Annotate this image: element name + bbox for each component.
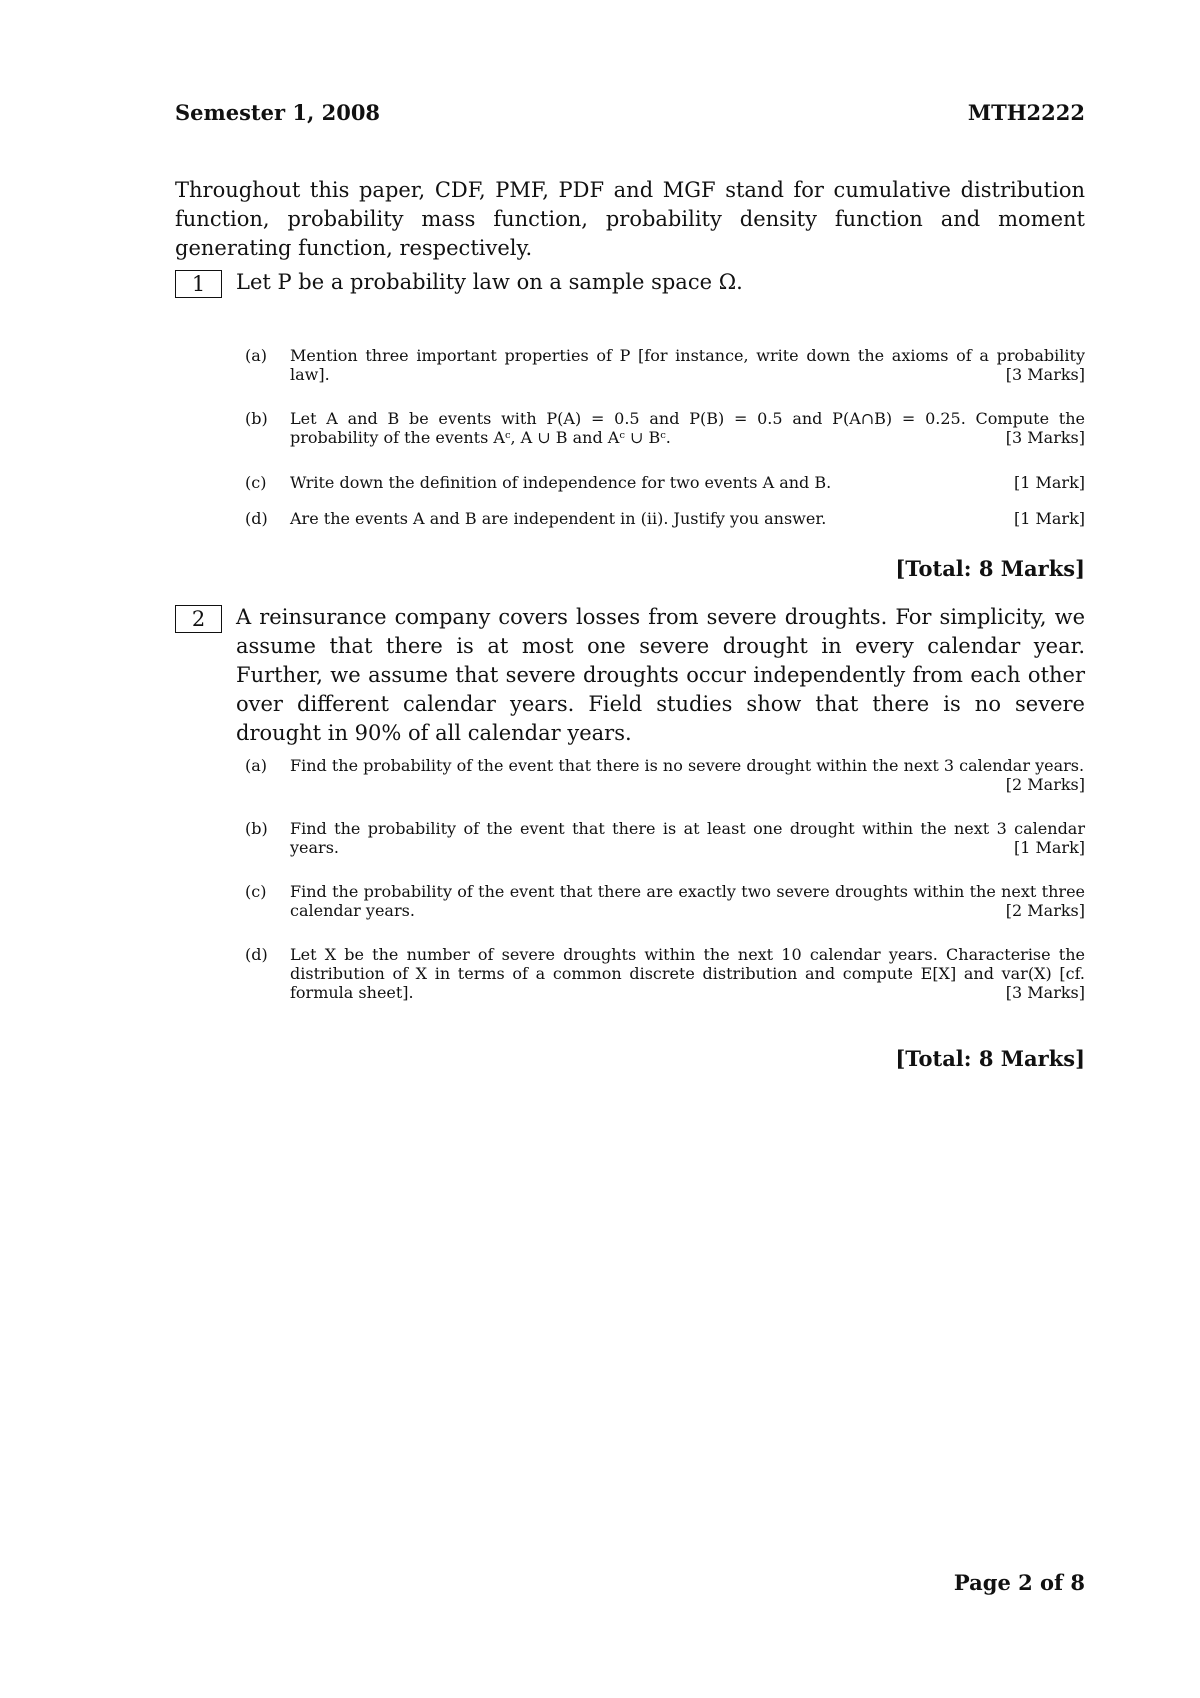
- question-1-total: [Total: 8 Marks]: [895, 556, 1085, 581]
- part-label: (b): [245, 819, 268, 838]
- exam-page: [175, 0, 1085, 1698]
- part-marks: [1 Mark]: [1013, 473, 1085, 492]
- part-label: (c): [245, 473, 267, 492]
- part-label: (a): [245, 756, 268, 775]
- question-1: [175, 268, 1085, 297]
- question-2-total: [Total: 8 Marks]: [895, 1046, 1085, 1071]
- page-header: [175, 100, 1085, 130]
- part-text: Find the probability of the event that there is at least one drought within the next 3 calendar years.: [290, 819, 1085, 857]
- question-part: [245, 882, 1085, 920]
- question-part: [245, 509, 1085, 528]
- part-marks: [1 Mark]: [1013, 838, 1085, 857]
- question-part: [245, 945, 1085, 1002]
- part-text: Let X be the number of severe droughts within the next 10 calendar years. Characterise the distribution of X in terms of a common discrete distribution and compute E[X] and var(X) [cf. formula sheet].: [290, 945, 1085, 1002]
- part-text: Write down the definition of independence for two events A and B.: [290, 473, 832, 492]
- part-label: (d): [245, 509, 268, 528]
- part-marks: [2 Marks]: [1005, 901, 1085, 920]
- course-code: MTH2222: [967, 100, 1085, 125]
- part-text: Are the events A and B are independent in (ii). Justify you answer.: [290, 509, 827, 528]
- part-text: Find the probability of the event that there are exactly two severe droughts within the next three calendar years.: [290, 882, 1085, 920]
- question-2: [175, 603, 1085, 748]
- part-marks: [3 Marks]: [1005, 365, 1085, 384]
- part-label: (d): [245, 945, 268, 964]
- question-number-box: 1: [175, 270, 222, 298]
- semester-label: Semester 1, 2008: [175, 100, 381, 125]
- part-marks: [2 Marks]: [1005, 775, 1085, 794]
- question-part: [245, 819, 1085, 857]
- question-part: [245, 346, 1085, 384]
- question-stem: Let P be a probability law on a sample space Ω.: [236, 270, 743, 294]
- part-text: Mention three important properties of P [for instance, write down the axioms of a probability law].: [290, 346, 1085, 384]
- question-stem: A reinsurance company covers losses from severe droughts. For simplicity, we assume that there is at most one severe drought in every calendar year. Further, we assume that severe droughts occur independently from each other over different calendar years. Field studies show that there is no severe drought in 90% of all calendar years.: [236, 605, 1085, 745]
- part-label: (b): [245, 409, 268, 428]
- part-marks: [3 Marks]: [1005, 428, 1085, 447]
- part-marks: [1 Mark]: [1013, 509, 1085, 528]
- question-number-box: 2: [175, 605, 222, 633]
- intro-paragraph: Throughout this paper, CDF, PMF, PDF and MGF stand for cumulative distribution function, probability mass function, probability density function and moment generating function, respectively.: [175, 178, 1085, 260]
- page-number: Page 2 of 8: [953, 1570, 1085, 1595]
- part-label: (a): [245, 346, 268, 365]
- question-part: [245, 473, 1085, 492]
- part-marks: [3 Marks]: [1005, 983, 1085, 1002]
- part-text: Find the probability of the event that there is no severe drought within the next 3 calendar years.: [290, 756, 1085, 775]
- question-part: [245, 409, 1085, 447]
- question-part: [245, 756, 1085, 794]
- part-text: Let A and B be events with P(A) = 0.5 and P(B) = 0.5 and P(A∩B) = 0.25. Compute the probability of the events Aᶜ, A ∪ B and Aᶜ ∪ Bᶜ.: [290, 409, 1085, 447]
- part-label: (c): [245, 882, 267, 901]
